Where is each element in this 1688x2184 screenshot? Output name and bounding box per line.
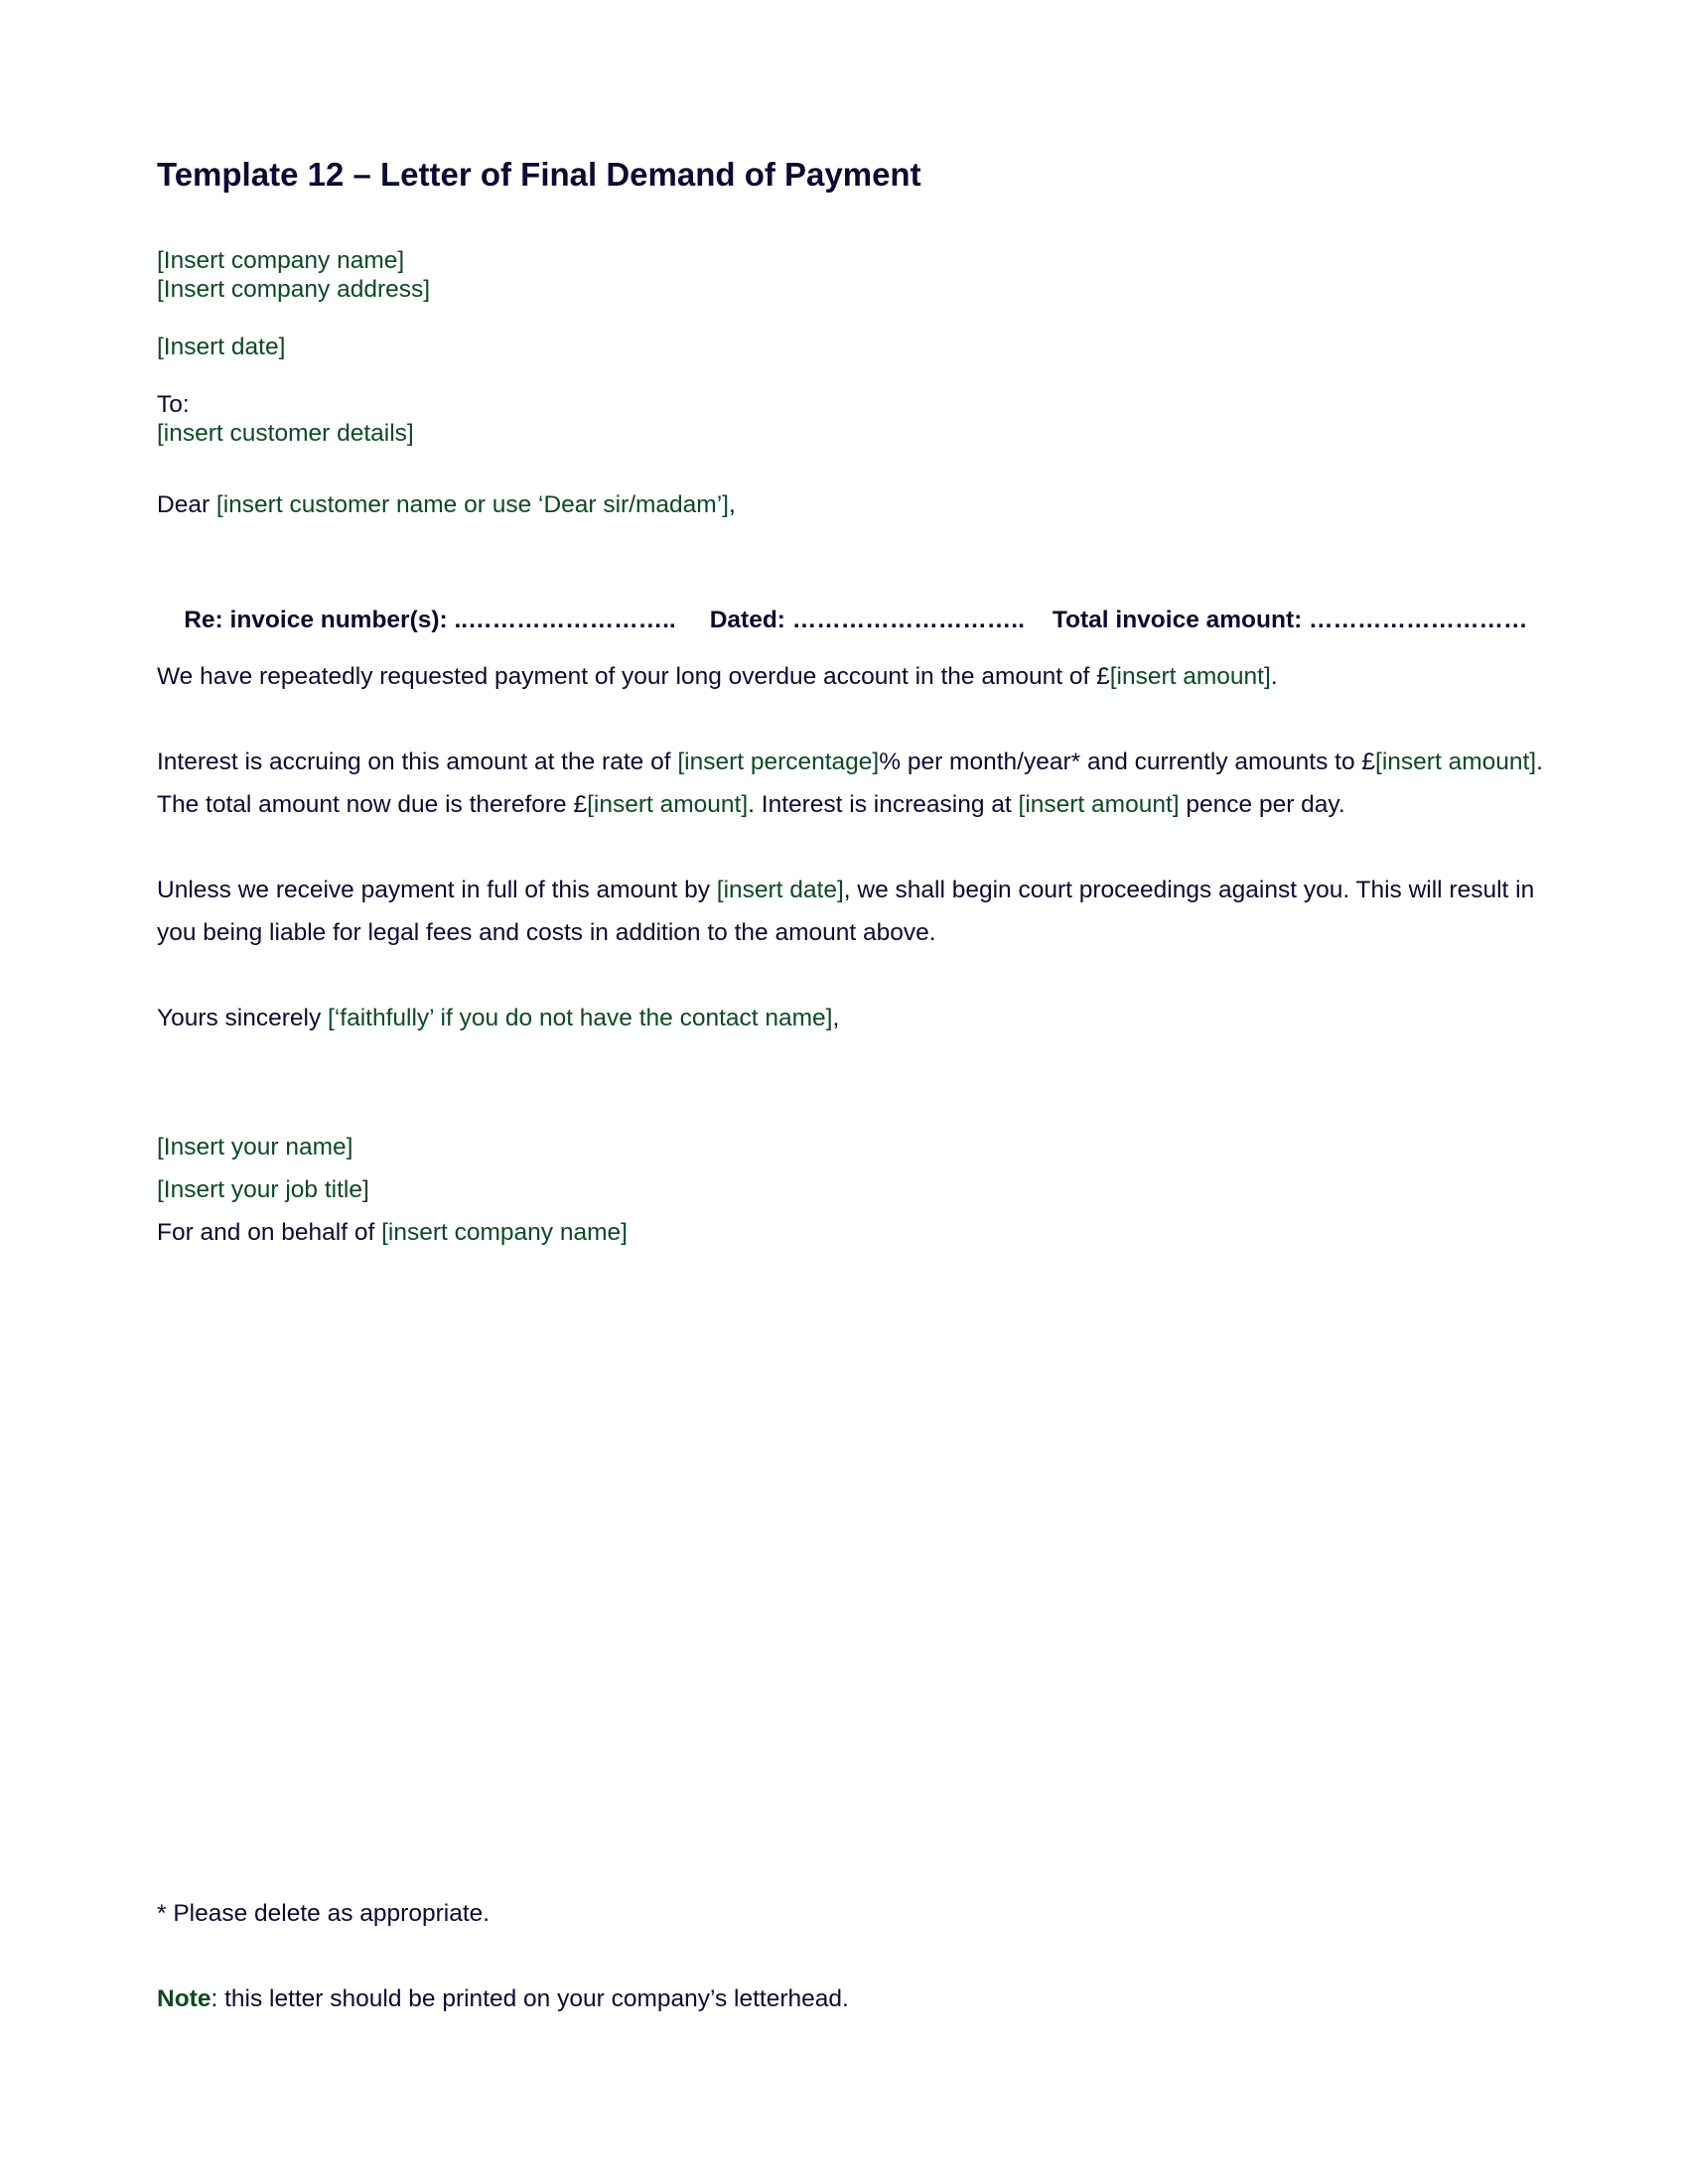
salutation-suffix: , — [728, 491, 736, 518]
reference-dated: Dated: ……………………….. — [709, 607, 1025, 633]
paragraph-text: Unless we receive payment in full of this amount by — [157, 877, 717, 903]
recipient-to-label: To: — [157, 391, 190, 418]
paragraph-text: . Interest is increasing at — [748, 791, 1019, 818]
amount-placeholder: [insert amount] — [1109, 663, 1271, 690]
amount-placeholder: [insert amount] — [1018, 791, 1180, 818]
paragraph-text: Interest is accruing on this amount at the rate of — [157, 749, 678, 775]
reference-invoice: Re: invoice number(s): ..…………………….. — [184, 607, 676, 633]
salutation — [157, 490, 736, 519]
note — [157, 1978, 1547, 2020]
footnote: * Please delete as appropriate. — [157, 1900, 491, 1927]
signature-behalf — [157, 1211, 1547, 1254]
signature-job-title: [Insert your job title] — [157, 1176, 369, 1203]
note-label: Note — [157, 1985, 211, 2012]
amount-placeholder: [insert amount] — [587, 791, 749, 818]
paragraph-text: , we shall begin court proceedings against you. This will result in you being liable for legal fees and costs in addition to the amount above. — [157, 877, 1535, 946]
paragraph-text: . — [1270, 663, 1278, 690]
salutation-prefix: Dear — [157, 491, 216, 518]
letter-date: [Insert date] — [157, 334, 286, 360]
paragraph-court-proceedings — [157, 869, 1547, 954]
date-placeholder: [insert date] — [716, 877, 844, 903]
page-title: Template 12 – Letter of Final Demand of Payment — [157, 156, 921, 193]
sender-company-address: [Insert company address] — [157, 276, 431, 303]
sender-company-name: [Insert company name] — [157, 247, 405, 274]
behalf-prefix: For and on behalf of — [157, 1219, 382, 1246]
closing — [157, 997, 1547, 1039]
closing-suffix: , — [832, 1005, 840, 1031]
recipient-details: [insert customer details] — [157, 420, 414, 447]
closing-prefix: Yours sincerely — [157, 1005, 329, 1031]
paragraph-text: . The total amount now due is therefore £ — [157, 749, 1543, 818]
signature-name: [Insert your name] — [157, 1134, 353, 1160]
paragraph-text: % per month/year* and currently amounts to £ — [879, 749, 1376, 775]
salutation-placeholder: [insert customer name or use ‘Dear sir/madam’] — [215, 491, 729, 518]
percentage-placeholder: [insert percentage] — [677, 749, 880, 775]
paragraph-interest — [157, 741, 1547, 826]
behalf-company-placeholder: [insert company name] — [381, 1219, 628, 1246]
amount-placeholder: [insert amount] — [1375, 749, 1537, 775]
closing-placeholder: [‘faithfully’ if you do not have the contact name] — [328, 1005, 833, 1031]
paragraph-text: pence per day. — [1179, 791, 1345, 818]
reference-total: Total invoice amount: ……………………… — [1052, 607, 1528, 633]
paragraph-overdue — [157, 655, 1547, 698]
reference-line — [157, 576, 1528, 665]
paragraph-text: We have repeatedly requested payment of your long overdue account in the amount of £ — [157, 663, 1110, 690]
note-text: : this letter should be printed on your company’s letterhead. — [211, 1985, 849, 2012]
